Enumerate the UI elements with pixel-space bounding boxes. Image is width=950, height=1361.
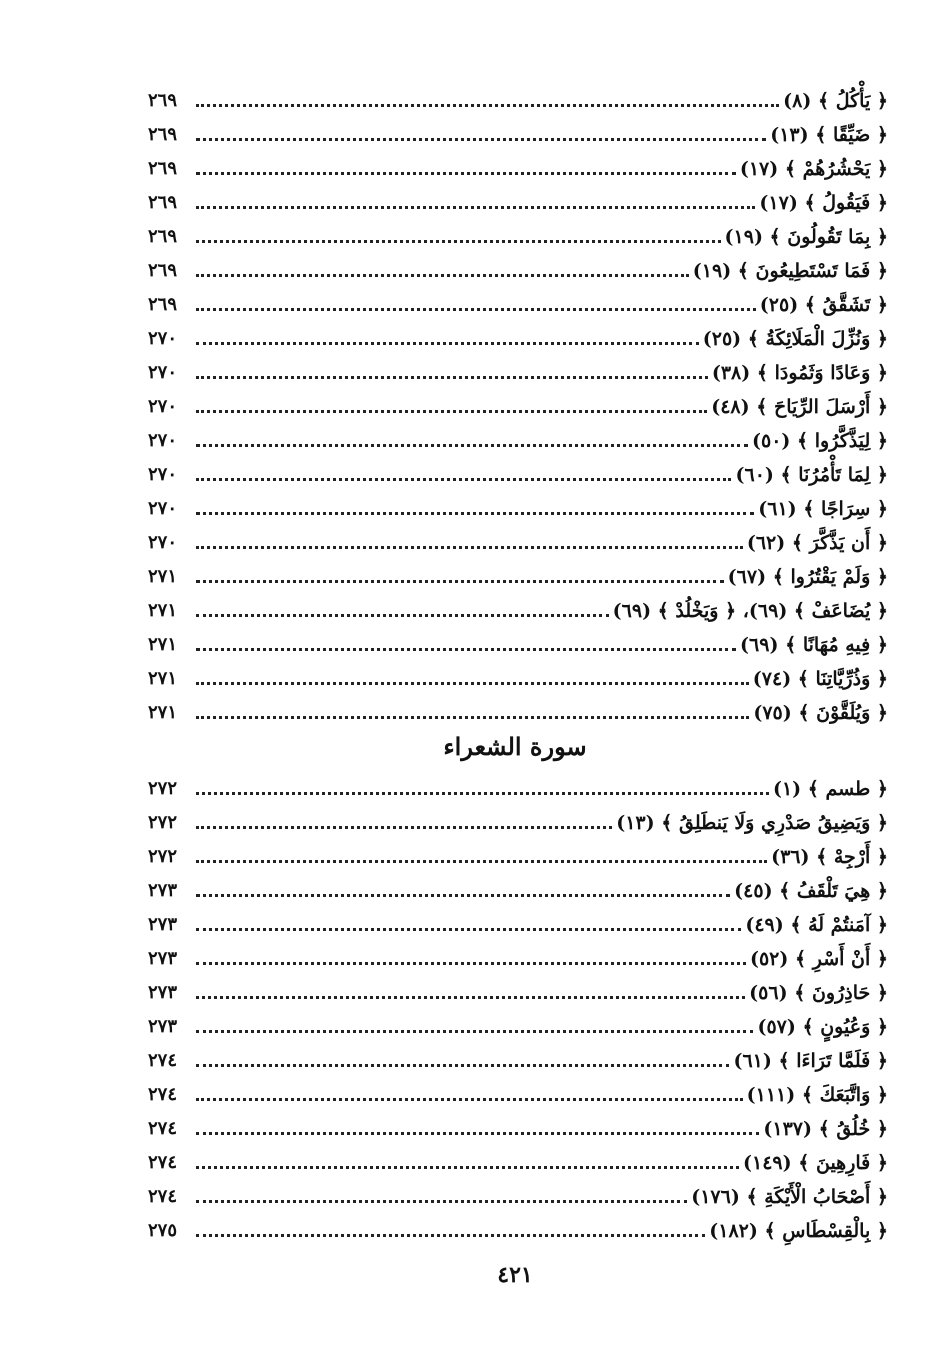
- index-row: [148, 976, 888, 1010]
- dot-leader: [196, 662, 749, 696]
- dot-leader: [196, 806, 612, 840]
- dot-leader: [196, 874, 730, 908]
- page-number: ٢٧٤: [148, 1050, 178, 1071]
- page-number: ٢٧٣: [148, 982, 178, 1003]
- page-number: ٢٦٩: [148, 124, 178, 145]
- dot-leader: [196, 84, 779, 118]
- page-number: ٢٧٥: [148, 1220, 178, 1241]
- dot-leader: [196, 254, 689, 288]
- entry-word: ﴿ فَارِهِينَ ﴾ (١٤٩): [743, 1152, 888, 1174]
- entry-word: ﴿ يَحْشُرُهُمْ ﴾ (١٧): [739, 158, 888, 180]
- entry-word: ﴿ بِمَا تَقُولُونَ ﴾ (١٩): [724, 226, 888, 248]
- index-row: [148, 288, 888, 322]
- page-number: ٢٧٢: [148, 846, 178, 867]
- page-number: ٢٧٠: [148, 362, 178, 383]
- dot-leader: [196, 976, 745, 1010]
- dot-leader: [196, 1010, 753, 1044]
- page-number: ٢٦٩: [148, 226, 178, 247]
- page-number: ٢٧١: [148, 566, 178, 587]
- page-number: ٢٧٣: [148, 1016, 178, 1037]
- dot-leader: [196, 594, 609, 628]
- page-number: ٢٧٢: [148, 778, 178, 799]
- page-number: ٢٧١: [148, 600, 178, 621]
- index-row: [148, 118, 888, 152]
- entry-word: ﴿ أَنْ أَسْرِ ﴾ (٥٢): [749, 948, 888, 970]
- dot-leader: [196, 390, 707, 424]
- entry-word: ﴿ أَرْجِهْ ﴾ (٣٦): [771, 846, 888, 868]
- index-row: [148, 322, 888, 356]
- index-row: [148, 1112, 888, 1146]
- dot-leader: [196, 356, 708, 390]
- page-number: ٢٧١: [148, 634, 178, 655]
- dot-leader: [196, 186, 755, 220]
- dot-leader: [196, 492, 754, 526]
- entry-word: ﴿ بِالْقِسْطَاسِ ﴾ (١٨٢): [709, 1220, 888, 1242]
- index-row: [148, 424, 888, 458]
- page-number: ٢٧٢: [148, 812, 178, 833]
- index-row: [148, 356, 888, 390]
- index-row: [148, 152, 888, 186]
- dot-leader: [196, 840, 767, 874]
- index-row: [148, 390, 888, 424]
- page-number: ٢٧٤: [148, 1186, 178, 1207]
- entry-word: ﴿ فَلَمَّا تَرَاءَا ﴾ (٦١): [733, 1050, 888, 1072]
- page-number: ٢٦٩: [148, 260, 178, 281]
- dot-leader: [196, 560, 724, 594]
- page-number: ٢٧٤: [148, 1118, 178, 1139]
- index-row: [148, 560, 888, 594]
- page-number: ٢٧١: [148, 668, 178, 689]
- entry-word: ﴿ خُلُقُ ﴾ (١٣٧): [763, 1118, 888, 1140]
- folio-number: ٤٢١: [497, 1262, 533, 1288]
- dot-leader: [196, 696, 749, 730]
- dot-leader: [196, 1044, 729, 1078]
- index-row: [148, 1078, 888, 1112]
- page-number: ٢٧٤: [148, 1152, 178, 1173]
- dot-leader: [196, 526, 743, 560]
- index-row: [148, 840, 888, 874]
- page-number: ٢٧٠: [148, 498, 178, 519]
- entry-word: ﴿ وَيَضِيقُ صَدْرِي وَلَا يَنطَلِقُ ﴾ (١٣): [616, 812, 888, 834]
- index-list-bottom: [148, 772, 888, 1248]
- dot-leader: [196, 152, 736, 186]
- entry-word: ﴿ فِيهِ مُهَانًا ﴾ (٦٩): [740, 634, 888, 656]
- entry-word: ﴿ يَأْكُلُ ﴾ (٨): [783, 90, 888, 112]
- entry-word: ﴿ وَعَادًا وَثَمُودَا ﴾ (٣٨): [711, 362, 888, 384]
- index-row: [148, 1180, 888, 1214]
- index-row: [148, 806, 888, 840]
- index-list-top: [148, 84, 888, 730]
- index-row: [148, 942, 888, 976]
- entry-word: ﴿ وَنُزِّلَ الْمَلَائِكَةُ ﴾ (٢٥): [702, 328, 888, 350]
- index-row: [148, 1214, 888, 1248]
- entry-word: ﴿ وَيُلَقَّوْنَ ﴾ (٧٥): [753, 702, 888, 724]
- entry-word: ﴿ وَاتَّبَعَكَ ﴾ (١١١): [746, 1084, 888, 1106]
- entry-word: ﴿ أَن يَذَّكَّرَ ﴾ (٦٢): [746, 532, 888, 554]
- entry-word: ﴿ وَعُيُونٍ ﴾ (٥٧): [757, 1016, 888, 1038]
- entry-word: ﴿ حَاذِرُونَ ﴾ (٥٦): [749, 982, 888, 1004]
- entry-word: ﴿ سِرَاجًا ﴾ (٦١): [758, 498, 888, 520]
- dot-leader: [196, 628, 736, 662]
- page-number: ٢٧٠: [148, 532, 178, 553]
- dot-leader: [196, 1214, 705, 1248]
- entry-word: ﴿ فَمَا تَسْتَطِيعُونَ ﴾ (١٩): [692, 260, 888, 282]
- entry-word: ﴿ تَشَقَّقُ ﴾ (٢٥): [759, 294, 888, 316]
- entry-word: ﴿ لِيَذَّكَّرُوا ﴾ (٥٠): [752, 430, 888, 452]
- index-row: [148, 1044, 888, 1078]
- dot-leader: [196, 220, 721, 254]
- index-row: [148, 772, 888, 806]
- page-number: ٢٧٣: [148, 948, 178, 969]
- page-number: ٢٦٩: [148, 90, 178, 111]
- dot-leader: [196, 942, 746, 976]
- dot-leader: [196, 1180, 687, 1214]
- page-number: ٢٦٩: [148, 192, 178, 213]
- entry-word: ﴿ وَذُرِّيَّاتِنَا ﴾ (٧٤): [752, 668, 888, 690]
- entry-word: ﴿ فَيَقُولُ ﴾ (١٧): [759, 192, 888, 214]
- dot-leader: [196, 1146, 739, 1180]
- dot-leader: [196, 322, 699, 356]
- page-number: ٢٧٠: [148, 464, 178, 485]
- entry-word: ﴿ أَرْسَلَ الرِّيَاحَ ﴾ (٤٨): [711, 396, 888, 418]
- page-number: ٢٧٠: [148, 430, 178, 451]
- index-row: [148, 458, 888, 492]
- page-number: ٢٦٩: [148, 294, 178, 315]
- index-row: [148, 186, 888, 220]
- entry-word: ﴿ هِيَ تَلْقَفُ ﴾ (٤٥): [734, 880, 888, 902]
- index-row: [148, 696, 888, 730]
- index-row: [148, 1010, 888, 1044]
- index-row: [148, 874, 888, 908]
- entry-word: ﴿ آمَنتُمْ لَهُ ﴾ (٤٩): [745, 914, 888, 936]
- index-row: [148, 220, 888, 254]
- dot-leader: [196, 772, 769, 806]
- entry-word: ﴿ لِمَا تَأْمُرُنَا ﴾ (٦٠): [735, 464, 888, 486]
- index-row: [148, 492, 888, 526]
- index-row: [148, 908, 888, 942]
- entry-word: ﴿ طسم ﴾ (١): [772, 778, 888, 800]
- dot-leader: [196, 424, 748, 458]
- index-row: [148, 254, 888, 288]
- index-row: [148, 84, 888, 118]
- index-row: [148, 594, 888, 628]
- page-number: ٢٧٤: [148, 1084, 178, 1105]
- page-number: ٢٧٠: [148, 396, 178, 417]
- dot-leader: [196, 1078, 743, 1112]
- index-row: [148, 526, 888, 560]
- page-number: ٢٧٣: [148, 914, 178, 935]
- page-number: ٢٧١: [148, 702, 178, 723]
- page-number: ٢٦٩: [148, 158, 178, 179]
- dot-leader: [196, 288, 756, 322]
- surah-heading: سورة الشعراء: [443, 732, 587, 761]
- dot-leader: [196, 118, 766, 152]
- entry-word: ﴿ ضَيِّقًا ﴾ (١٣): [770, 124, 888, 146]
- dot-leader: [196, 458, 731, 492]
- page-number: ٢٧٠: [148, 328, 178, 349]
- entry-word: ﴿ وَلَمْ يَقْتُرُوا ﴾ (٦٧): [727, 566, 888, 588]
- index-row: [148, 662, 888, 696]
- index-row: [148, 1146, 888, 1180]
- page-number: ٢٧٣: [148, 880, 178, 901]
- dot-leader: [196, 1112, 759, 1146]
- index-row: [148, 628, 888, 662]
- entry-word: ﴿ يُضَاعَفْ ﴾ (٦٩)، ﴿ وَيَخْلُدْ ﴾ (٦٩): [612, 600, 888, 622]
- entry-word: ﴿ أَصْحَابُ الْأَيْكَةِ ﴾ (١٧٦): [691, 1186, 888, 1208]
- dot-leader: [196, 908, 741, 942]
